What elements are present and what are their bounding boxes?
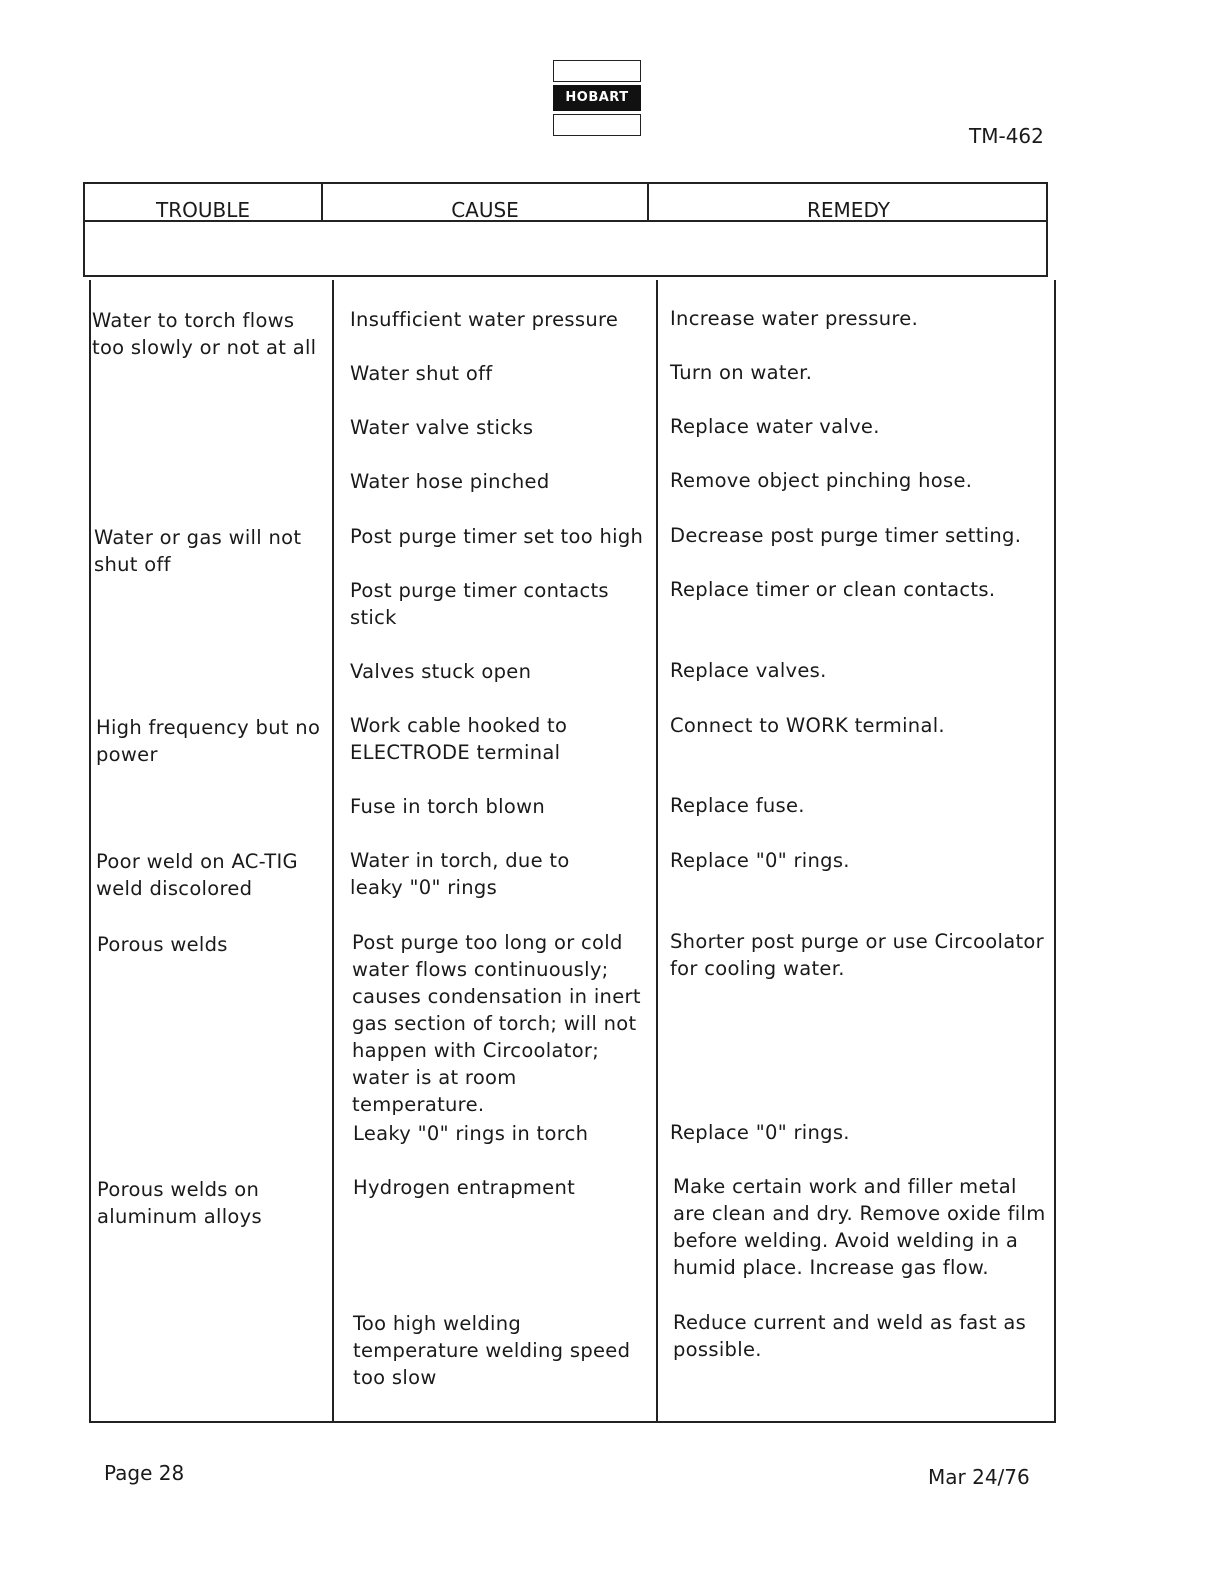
column-header-cause: CAUSE: [323, 184, 649, 220]
trouble-cell: Poor weld on AC-TIG weld discolored: [96, 850, 298, 900]
cause-cell: Water hose pinched: [350, 470, 550, 493]
remedy-cell: Replace "0" rings.: [670, 1121, 850, 1144]
trouble-cell: Porous welds: [97, 933, 228, 956]
remedy-cell: Reduce current and weld as fast as possible.: [673, 1311, 1027, 1361]
remedy-cell: Increase water pressure.: [670, 307, 919, 330]
cause-cell: Post purge too long or cold water flows continuously; causes condensation in inert gas section of torch; will not happen with Circoolator; water is at room temperature.: [352, 931, 641, 1116]
cause-cell: Work cable hooked to ELECTRODE terminal: [350, 714, 568, 764]
cause-cell: Water in torch, due to leaky "0" rings: [350, 849, 570, 899]
cause-cell: Hydrogen entrapment: [353, 1176, 576, 1199]
remedy-cell: Decrease post purge timer setting.: [670, 524, 1022, 547]
remedy-cell: Connect to WORK terminal.: [670, 714, 945, 737]
hobart-logo: [553, 60, 641, 136]
revision-date: Mar 24/76: [928, 1465, 1030, 1489]
page-number: Page 28: [104, 1461, 185, 1485]
column-divider: [656, 280, 658, 1421]
remedy-cell: Replace fuse.: [670, 794, 805, 817]
cause-cell: Too high welding temperature welding speed too slow: [353, 1312, 631, 1389]
trouble-cell: Porous welds on aluminum alloys: [97, 1178, 262, 1228]
logo-top-box: [553, 60, 641, 82]
logo-text: HOBART: [553, 85, 641, 111]
remedy-cell: Replace "0" rings.: [670, 849, 850, 872]
cause-cell: Water shut off: [350, 362, 493, 385]
table-header: [83, 182, 1048, 277]
column-divider: [332, 280, 334, 1421]
column-header-remedy: REMEDY: [807, 198, 890, 222]
cause-cell: Water valve sticks: [350, 416, 534, 439]
remedy-cell: Turn on water.: [670, 361, 813, 384]
trouble-cell: Water to torch flows too slowly or not at all: [92, 309, 317, 359]
trouble-cell: Water or gas will not shut off: [94, 526, 302, 576]
document-number: TM-462: [969, 124, 1044, 148]
cause-cell: Post purge timer set too high: [350, 525, 644, 548]
remedy-cell: Make certain work and filler metal are clean and dry. Remove oxide film before welding. Avoid welding in a humid place. Increase gas flow.: [673, 1175, 1046, 1279]
cause-cell: Valves stuck open: [350, 660, 532, 683]
cause-cell: Fuse in torch blown: [350, 795, 546, 818]
cause-cell: Insufficient water pressure: [350, 308, 619, 331]
remedy-cell: Remove object pinching hose.: [670, 469, 973, 492]
header-row: [85, 184, 1046, 222]
cause-cell: Post purge timer contacts stick: [350, 579, 609, 629]
column-header-trouble: TROUBLE: [85, 184, 323, 220]
remedy-cell: Replace timer or clean contacts.: [670, 578, 996, 601]
remedy-cell: Replace valves.: [670, 659, 827, 682]
cause-cell: Leaky "0" rings in torch: [353, 1122, 589, 1145]
logo-bottom-box: [553, 114, 641, 136]
remedy-cell: Shorter post purge or use Circoolator for cooling water.: [670, 930, 1044, 980]
remedy-cell: Replace water valve.: [670, 415, 880, 438]
table-body: [89, 280, 1056, 1423]
trouble-cell: High frequency but no power: [96, 716, 321, 766]
